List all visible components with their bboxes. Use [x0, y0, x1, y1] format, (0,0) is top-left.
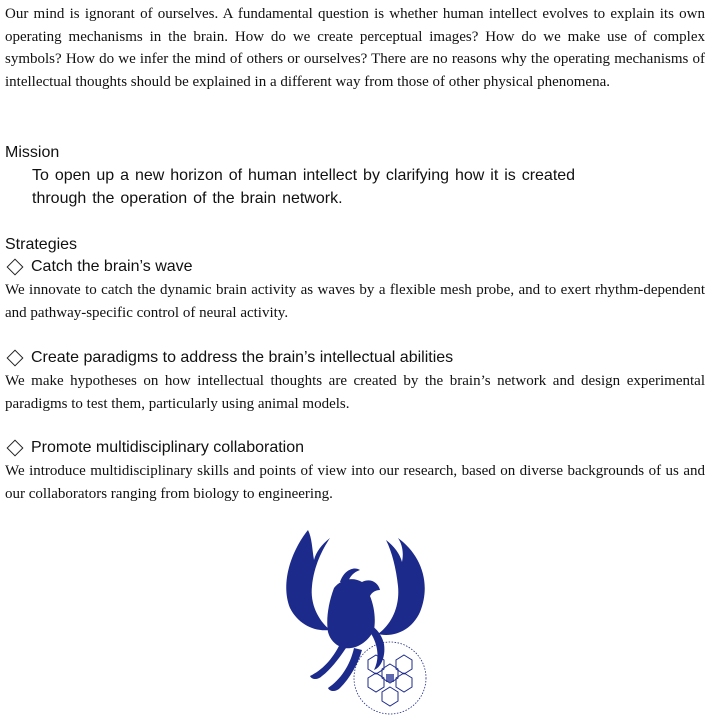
pegasus-logo-icon: [270, 520, 440, 720]
strategy-text-1: We innovate to catch the dynamic brain activity as waves by a flexible mesh probe, and to exert rhythm-dependent and pathway-specific control of neural activity.: [5, 282, 705, 321]
mission-heading: Mission: [5, 144, 60, 161]
strategy-text-3: We introduce multidisciplinary skills and points of view into our research, based on diverse backgrounds of us and our collaborators ranging from biology to engineering.: [5, 463, 705, 502]
intro-paragraph: Our mind is ignorant of ourselves. A fundamental question is whether human intellect evolves to explain its own operating mechanisms in the brain. How do we create perceptual images? How do we make use of complex symbols? How do we infer the mind of others or ourselves? There are no reasons why the operating mechanisms of intellectual thoughts should be explained in a different way from those of other physical phenomena.: [5, 6, 705, 90]
diamond-bullet-icon: [7, 258, 24, 275]
strategy-title-1-text: Catch the brain’s wave: [31, 258, 193, 275]
strategy-text-2: We make hypotheses on how intellectual thoughts are created by the brain’s network and design experimental paradigms to test them, particularly using animal models.: [5, 373, 705, 412]
diamond-bullet-icon: [7, 439, 24, 456]
strategy-title-2: [5, 346, 453, 369]
strategies-heading: Strategies: [5, 236, 78, 253]
university-seal-icon: [354, 642, 426, 714]
strategy-title-3-text: Promote multidisciplinary collaboration: [31, 439, 305, 456]
diamond-bullet-icon: [7, 349, 24, 366]
strategy-title-3: [5, 436, 304, 459]
strategy-title-2-text: Create paradigms to address the brain’s intellectual abilities: [31, 349, 454, 366]
strategy-title-1: [5, 255, 193, 278]
mission-text: To open up a new horizon of human intellect by clarifying how it is created through the operation of the brain network.: [32, 167, 576, 207]
